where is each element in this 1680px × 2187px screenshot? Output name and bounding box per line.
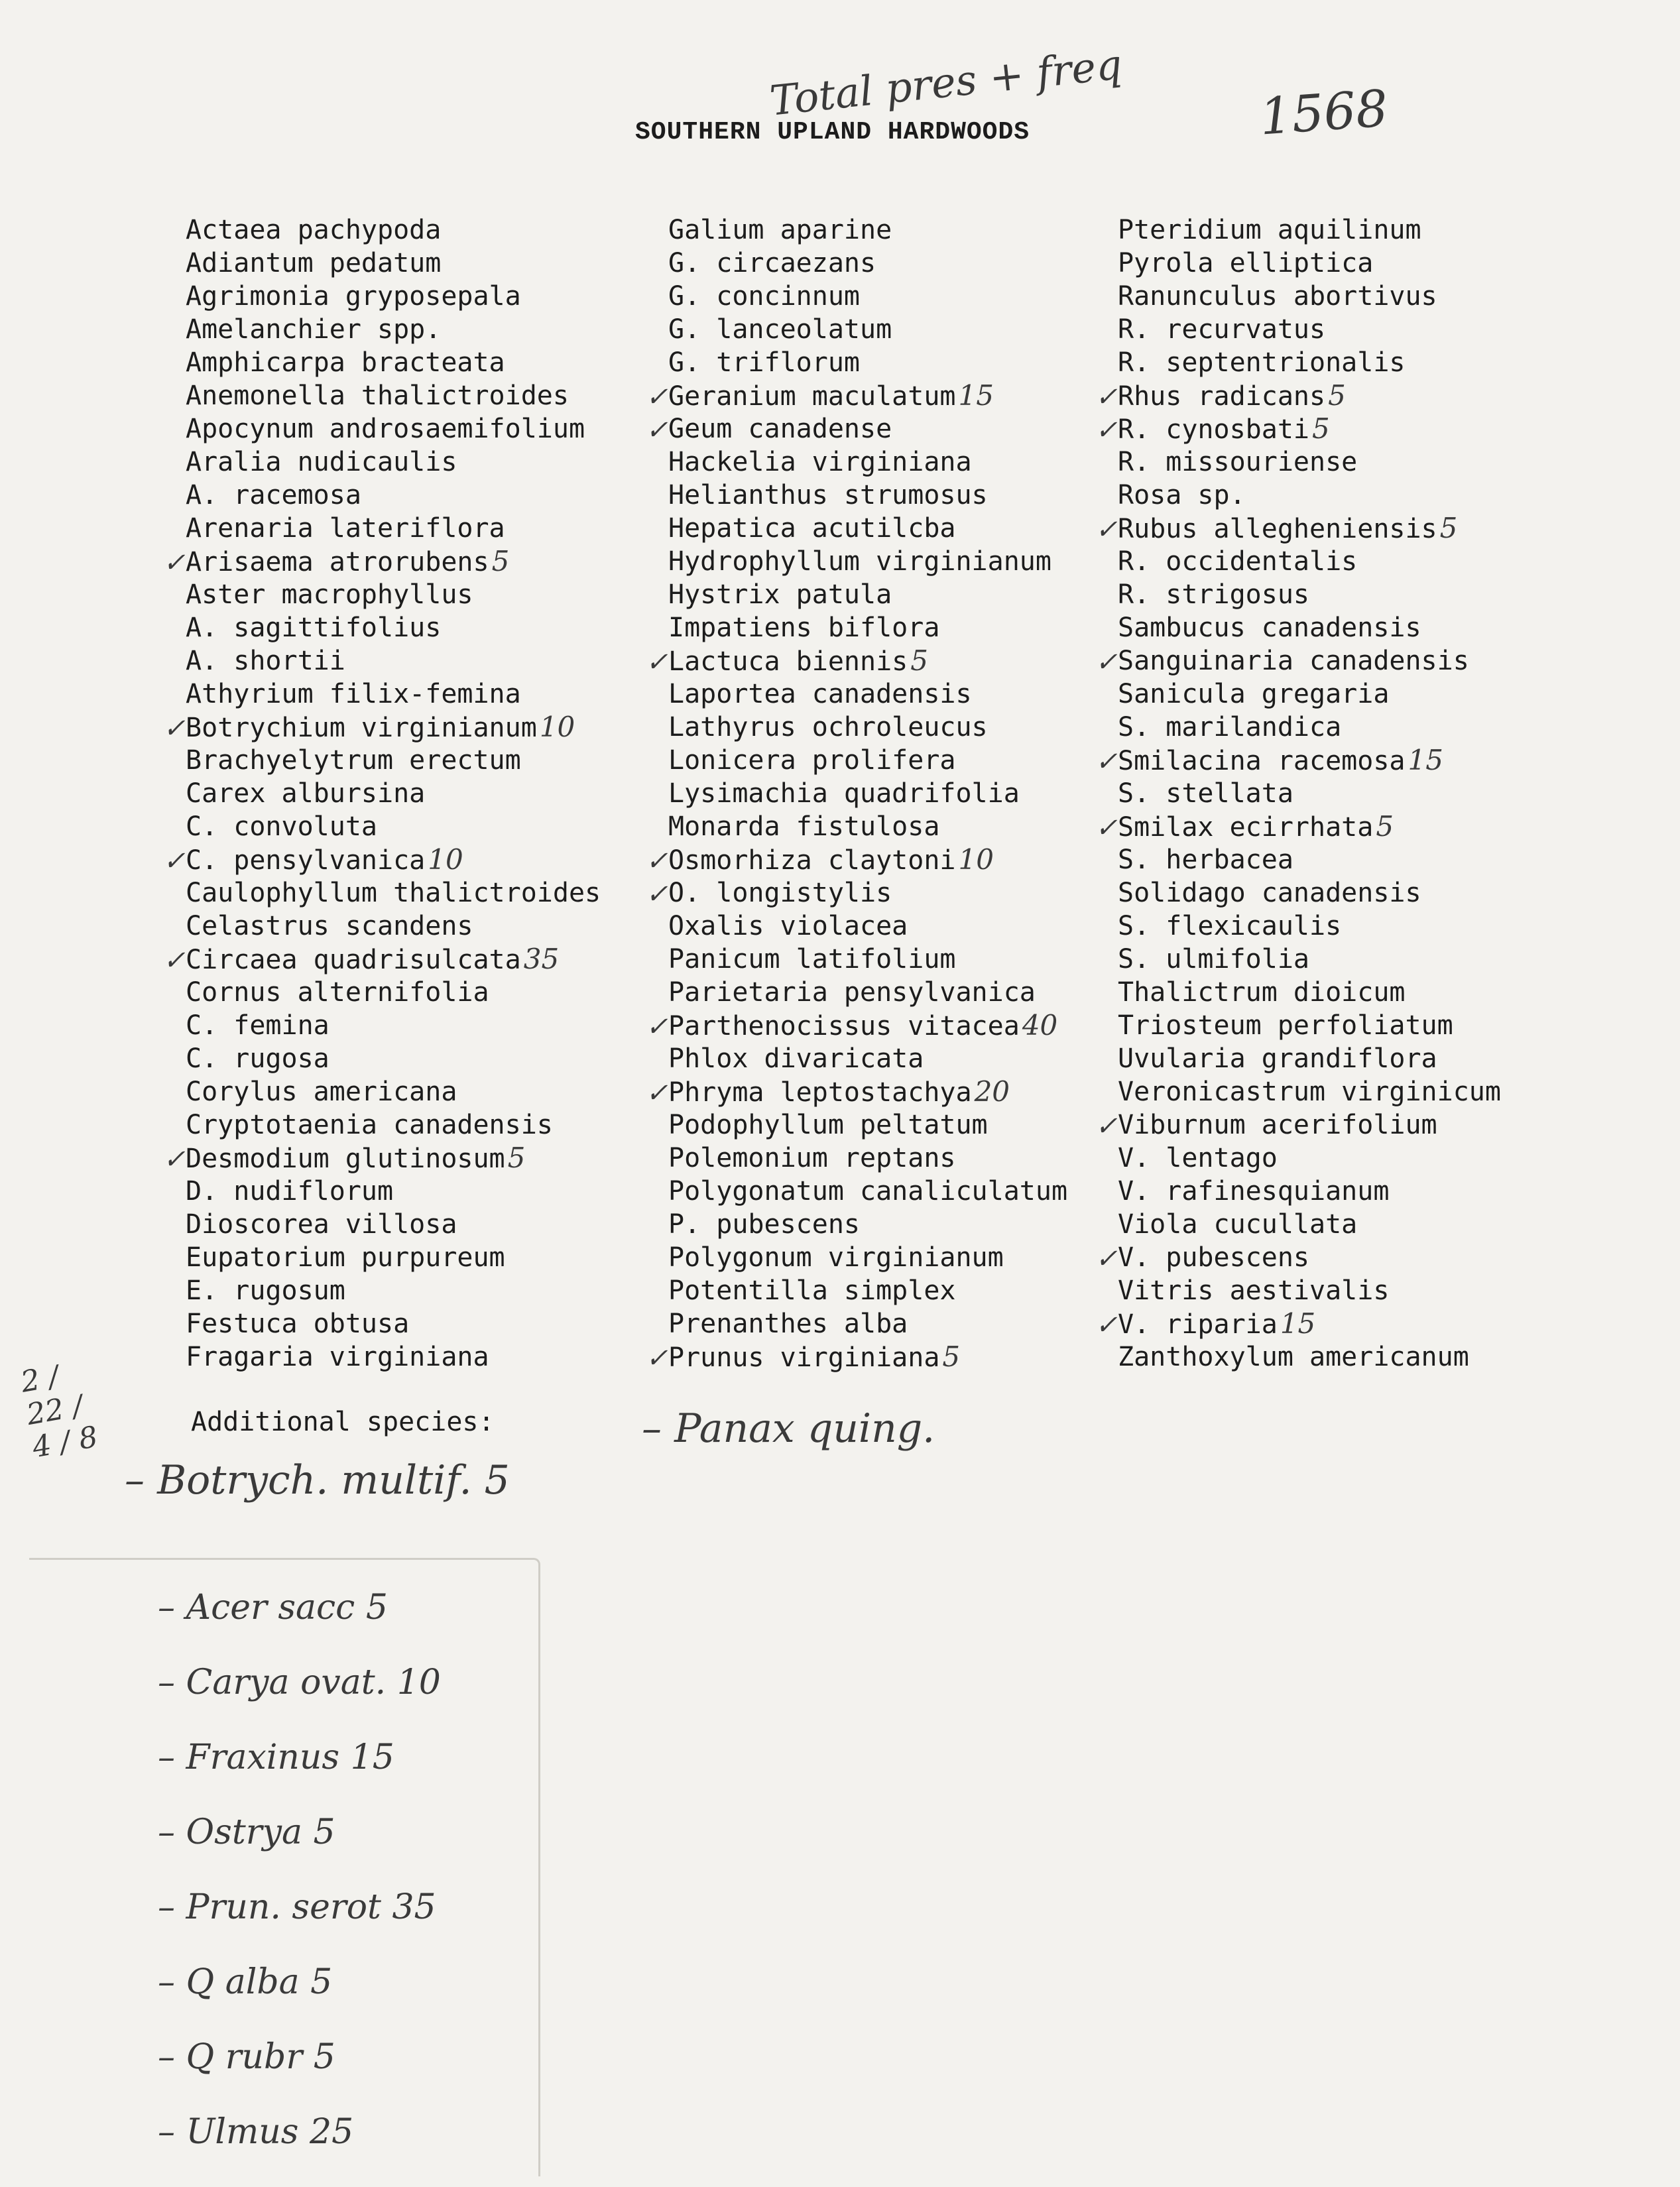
frequency-mark: 5: [1376, 810, 1394, 843]
species-name: Arenaria lateriflora: [186, 513, 505, 544]
check-mark-icon: ✓: [1095, 1310, 1118, 1340]
species-name: Brachyelytrum erectum: [186, 745, 521, 776]
frequency-mark: 35: [523, 943, 560, 975]
species-name: G. triflorum: [668, 347, 860, 378]
species-row: [668, 943, 1067, 976]
species-row: [1118, 313, 1501, 346]
species-row: [668, 1307, 1067, 1340]
species-row: [1118, 611, 1501, 644]
species-name: Anemonella thalictroides: [186, 381, 569, 411]
species-name: Amphicarpa bracteata: [186, 347, 505, 378]
species-row: [1118, 445, 1501, 479]
species-row: [646, 644, 1067, 678]
check-mark-icon: ✓: [163, 548, 186, 578]
check-mark-icon: ✓: [1095, 415, 1118, 445]
species-name: Rosa sp.: [1118, 480, 1246, 510]
species-name: Hydrophyllum virginianum: [668, 546, 1051, 577]
species-row: [668, 611, 1067, 644]
frequency-mark: 5: [910, 644, 928, 677]
species-name: Circaea quadrisulcata: [186, 945, 521, 975]
check-mark-icon: ✓: [163, 713, 186, 744]
species-row: [186, 280, 601, 313]
species-row: [186, 611, 601, 644]
species-row: [186, 578, 601, 611]
species-row: [1118, 876, 1501, 910]
species-name: Celastrus scandens: [186, 911, 473, 941]
species-name: C. convoluta: [186, 811, 377, 842]
species-name: Rubus allegheniensis: [1118, 514, 1437, 544]
check-mark-icon: ✓: [646, 382, 668, 412]
species-name: Hystrix patula: [668, 579, 892, 610]
species-name: C. femina: [186, 1010, 330, 1041]
species-row: [186, 1009, 601, 1042]
species-name: Prunus virginiana: [668, 1342, 940, 1373]
species-row: [668, 247, 1067, 280]
frequency-mark: 20: [974, 1075, 1010, 1108]
species-row: [1118, 1142, 1501, 1175]
species-name: O. longistylis: [668, 878, 892, 908]
frequency-mark: 15: [1408, 744, 1443, 776]
species-row: [186, 744, 601, 777]
species-name: Polygonum virginianum: [668, 1242, 1004, 1273]
species-name: Festuca obtusa: [186, 1309, 410, 1339]
species-name: P. pubescens: [668, 1209, 860, 1240]
species-row: [1095, 644, 1501, 678]
species-row: [1095, 744, 1501, 777]
species-row: [646, 843, 1067, 876]
frequency-mark: 5: [942, 1340, 961, 1373]
species-name: Phryma leptostachya: [668, 1077, 972, 1108]
species-name: Corylus americana: [186, 1077, 457, 1107]
check-mark-icon: ✓: [1095, 514, 1118, 545]
species-name: Osmorhiza claytoni: [668, 845, 956, 876]
species-row: [186, 1208, 601, 1241]
species-row: [668, 910, 1067, 943]
check-mark-icon: ✓: [1095, 746, 1118, 777]
species-row: [186, 1108, 601, 1142]
species-name: Ranunculus abortivus: [1118, 281, 1437, 312]
species-name: S. ulmifolia: [1118, 944, 1309, 975]
species-name: Geranium maculatum: [668, 381, 956, 412]
species-row: [1118, 1009, 1501, 1042]
species-name: Thalictrum dioicum: [1118, 977, 1406, 1008]
check-mark-icon: ✓: [1095, 647, 1118, 678]
check-mark-icon: ✓: [646, 1078, 668, 1108]
species-row: [668, 976, 1067, 1009]
tree-species-note: – Ostrya 5: [158, 1812, 335, 1852]
check-mark-icon: ✓: [646, 879, 668, 910]
species-row: [163, 545, 601, 578]
species-row: [668, 280, 1067, 313]
species-row: [1118, 479, 1501, 512]
species-row: [186, 678, 601, 711]
species-name: Cryptotaenia canadensis: [186, 1110, 553, 1140]
species-name: Cornus alternifolia: [186, 977, 489, 1008]
species-row: [668, 479, 1067, 512]
species-row: [1118, 1274, 1501, 1307]
species-name: Athyrium filix-femina: [186, 679, 521, 709]
species-row: [1118, 578, 1501, 611]
species-row: [1118, 711, 1501, 744]
species-name: R. recurvatus: [1118, 314, 1326, 345]
species-row: [186, 313, 601, 346]
species-name: Potentilla simplex: [668, 1275, 956, 1306]
species-name: Arisaema atrorubens: [186, 547, 489, 577]
species-row: [163, 1142, 601, 1175]
species-name: Viola cucullata: [1118, 1209, 1358, 1240]
check-mark-icon: ✓: [163, 1144, 186, 1175]
species-row: [186, 876, 601, 910]
species-row: [668, 1208, 1067, 1241]
species-row: [186, 1274, 601, 1307]
check-mark-icon: ✓: [646, 846, 668, 876]
species-name: V. pubescens: [1118, 1242, 1309, 1273]
species-row: [668, 1241, 1067, 1274]
species-name: S. stellata: [1118, 778, 1293, 809]
species-row: [646, 412, 1067, 445]
species-name: Parietaria pensylvanica: [668, 977, 1036, 1008]
species-name: Hepatica acutilcba: [668, 513, 956, 544]
frequency-mark: 15: [1280, 1307, 1316, 1340]
species-name: Sanicula gregaria: [1118, 679, 1390, 709]
species-name: Fragaria virginiana: [186, 1342, 489, 1372]
species-row: [186, 910, 601, 943]
species-name: R. occidentalis: [1118, 546, 1358, 577]
species-row: [163, 943, 601, 976]
check-mark-icon: ✓: [1095, 813, 1118, 843]
species-row: [668, 346, 1067, 379]
species-name: S. herbacea: [1118, 845, 1293, 875]
species-name: Adiantum pedatum: [186, 248, 442, 278]
frequency-mark: 5: [1439, 512, 1458, 544]
species-name: Desmodium glutinosum: [186, 1144, 505, 1174]
species-row: [186, 1175, 601, 1208]
species-name: V. riparia: [1118, 1309, 1278, 1340]
handwritten-botrych: – Botrych. multif. 5: [125, 1457, 510, 1504]
check-mark-icon: ✓: [1095, 1111, 1118, 1142]
species-row: [1095, 512, 1501, 545]
species-name: G. circaezans: [668, 248, 876, 278]
species-name: Pteridium aquilinum: [1118, 215, 1421, 245]
species-name: Impatiens biflora: [668, 613, 940, 643]
species-row: [1118, 976, 1501, 1009]
species-row: [1095, 1241, 1501, 1274]
species-row: [1118, 280, 1501, 313]
species-name: Pyrola elliptica: [1118, 248, 1374, 278]
species-row: [668, 445, 1067, 479]
species-name: Eupatorium purpureum: [186, 1242, 505, 1273]
species-name: Agrimonia gryposepala: [186, 281, 521, 312]
frequency-mark: 15: [958, 379, 994, 412]
species-name: Podophyllum peltatum: [668, 1110, 988, 1140]
handwritten-total-note: Total pres + freq: [767, 40, 1124, 125]
species-row: [646, 1340, 1067, 1374]
species-row: [668, 810, 1067, 843]
species-column-3: [1095, 213, 1501, 1374]
species-name: Hackelia virginiana: [668, 447, 972, 477]
species-name: Lactuca biennis: [668, 646, 908, 677]
species-row: [668, 744, 1067, 777]
check-mark-icon: ✓: [646, 647, 668, 678]
species-row: [163, 711, 601, 744]
species-row: [1095, 412, 1501, 445]
species-row: [186, 213, 601, 247]
species-name: Carex albursina: [186, 778, 426, 809]
frequency-mark: 40: [1022, 1009, 1058, 1041]
species-name: Polemonium reptans: [668, 1143, 956, 1173]
species-row: [646, 1075, 1067, 1108]
species-row: [1118, 1340, 1501, 1374]
check-mark-icon: ✓: [646, 415, 668, 445]
species-row: [186, 777, 601, 810]
species-row: [186, 1075, 601, 1108]
frequency-mark: 10: [958, 843, 994, 876]
handwritten-panax: – Panax quing.: [642, 1405, 935, 1452]
species-name: Zanthoxylum americanum: [1118, 1342, 1469, 1372]
tree-species-note: – Q alba 5: [158, 1962, 333, 2002]
species-row: [186, 479, 601, 512]
species-row: [1095, 810, 1501, 843]
species-column-2: [646, 213, 1068, 1374]
species-name: Rhus radicans: [1118, 381, 1326, 412]
species-row: [668, 777, 1067, 810]
species-name: Parthenocissus vitacea: [668, 1011, 1020, 1041]
species-row: [668, 512, 1067, 545]
species-row: [668, 678, 1067, 711]
species-row: [1118, 777, 1501, 810]
check-mark-icon: ✓: [163, 846, 186, 876]
species-name: Panicum latifolium: [668, 944, 956, 975]
species-row: [186, 1042, 601, 1075]
species-row: [186, 976, 601, 1009]
species-name: Prenanthes alba: [668, 1309, 908, 1339]
species-name: S. flexicaulis: [1118, 911, 1342, 941]
species-row: [668, 578, 1067, 611]
species-name: Sambucus canadensis: [1118, 613, 1421, 643]
species-name: V. lentago: [1118, 1143, 1278, 1173]
species-row: [1095, 1108, 1501, 1142]
species-row: [1118, 910, 1501, 943]
species-row: [186, 379, 601, 412]
species-row: [1118, 843, 1501, 876]
species-row: [668, 545, 1067, 578]
species-row: [186, 644, 601, 678]
tree-species-note: – Ulmus 25: [158, 2112, 354, 2152]
species-name: Oxalis violacea: [668, 911, 908, 941]
species-row: [668, 1274, 1067, 1307]
species-name: A. shortii: [186, 646, 345, 676]
species-row: [1095, 1307, 1501, 1340]
species-row: [1118, 213, 1501, 247]
species-row: [1118, 346, 1501, 379]
species-row: [1095, 379, 1501, 412]
species-row: [1118, 943, 1501, 976]
species-name: Lathyrus ochroleucus: [668, 712, 988, 742]
species-name: Phlox divaricata: [668, 1043, 924, 1074]
species-name: Apocynum androsaemifolium: [186, 414, 585, 444]
check-mark-icon: ✓: [646, 1012, 668, 1042]
species-row: [186, 247, 601, 280]
species-row: [163, 843, 601, 876]
species-row: [186, 1340, 601, 1374]
species-name: Veronicastrum virginicum: [1118, 1077, 1501, 1107]
additional-trees-list: [158, 1588, 441, 2187]
species-name: Aster macrophyllus: [186, 579, 473, 610]
species-name: Actaea pachypoda: [186, 215, 442, 245]
species-name: Monarda fistulosa: [668, 811, 940, 842]
species-name: Solidago canadensis: [1118, 878, 1421, 908]
species-name: A. sagittifolius: [186, 613, 442, 643]
species-name: G. lanceolatum: [668, 314, 892, 345]
frequency-mark: 5: [1311, 412, 1330, 445]
species-row: [186, 512, 601, 545]
species-name: Amelanchier spp.: [186, 314, 442, 345]
handwritten-number: 1568: [1258, 78, 1390, 147]
species-row: [668, 1108, 1067, 1142]
species-name: Smilax ecirrhata: [1118, 812, 1374, 843]
frequency-mark: 5: [507, 1142, 526, 1174]
species-row: [1118, 1075, 1501, 1108]
tree-species-note: – Acer sacc 5: [158, 1588, 388, 1627]
check-mark-icon: ✓: [646, 1343, 668, 1374]
species-name: Laportea canadensis: [668, 679, 972, 709]
species-name: Lysimachia quadrifolia: [668, 778, 1020, 809]
species-name: Uvularia grandiflora: [1118, 1043, 1437, 1074]
species-row: [1118, 545, 1501, 578]
species-row: [186, 445, 601, 479]
species-name: Geum canadense: [668, 414, 892, 444]
tree-species-note: – Q rubr 5: [158, 2037, 335, 2077]
species-name: Viburnum acerifolium: [1118, 1110, 1437, 1140]
species-row: [668, 1175, 1067, 1208]
frequency-mark: 10: [428, 843, 463, 876]
frequency-mark: 5: [1328, 379, 1346, 412]
species-row: [1118, 678, 1501, 711]
species-row: [646, 1009, 1067, 1042]
species-column-1: [163, 213, 601, 1374]
species-name: R. missouriense: [1118, 447, 1358, 477]
tree-species-note: – Prun. serot 35: [158, 1887, 436, 1927]
species-row: [1118, 247, 1501, 280]
species-row: [646, 876, 1067, 910]
species-name: Galium aparine: [668, 215, 892, 245]
species-row: [668, 213, 1067, 247]
species-row: [186, 346, 601, 379]
margin-note: 2 / 22 / 4 / 8: [18, 1359, 101, 1465]
species-name: C. pensylvanica: [186, 845, 426, 876]
species-name: Polygonatum canaliculatum: [668, 1176, 1068, 1207]
species-row: [186, 1307, 601, 1340]
species-name: Lonicera prolifera: [668, 745, 956, 776]
species-name: Sanguinaria canadensis: [1118, 646, 1469, 676]
species-row: [1118, 1042, 1501, 1075]
species-name: Dioscorea villosa: [186, 1209, 457, 1240]
species-name: V. rafinesquianum: [1118, 1176, 1390, 1207]
species-row: [668, 313, 1067, 346]
species-row: [668, 1042, 1067, 1075]
frequency-mark: 10: [539, 711, 575, 743]
tree-species-note: – Carya ovat. 10: [158, 1663, 441, 1702]
species-name: C. rugosa: [186, 1043, 330, 1074]
species-row: [668, 711, 1067, 744]
frequency-mark: 5: [491, 545, 510, 577]
species-name: Botrychium virginianum: [186, 713, 537, 743]
species-name: Smilacina racemosa: [1118, 746, 1406, 776]
species-row: [186, 412, 601, 445]
check-mark-icon: ✓: [1095, 382, 1118, 412]
species-row: [1118, 1208, 1501, 1241]
species-row: [186, 810, 601, 843]
species-name: R. cynosbati: [1118, 414, 1309, 445]
species-name: Vitris aestivalis: [1118, 1275, 1390, 1306]
species-row: [668, 1142, 1067, 1175]
species-name: D. nudiflorum: [186, 1176, 394, 1207]
species-name: G. concinnum: [668, 281, 860, 312]
species-name: Caulophyllum thalictroides: [186, 878, 601, 908]
species-name: S. marilandica: [1118, 712, 1342, 742]
check-mark-icon: ✓: [163, 945, 186, 976]
species-name: Helianthus strumosus: [668, 480, 988, 510]
species-name: A. racemosa: [186, 480, 361, 510]
check-mark-icon: ✓: [1095, 1244, 1118, 1274]
page-title: SOUTHERN UPLAND HARDWOODS: [635, 118, 1030, 147]
additional-species-label: Additional species:: [191, 1407, 495, 1437]
species-name: Triosteum perfoliatum: [1118, 1010, 1453, 1041]
species-name: Aralia nudicaulis: [186, 447, 457, 477]
species-row: [1118, 1175, 1501, 1208]
species-row: [646, 379, 1067, 412]
species-name: R. strigosus: [1118, 579, 1309, 610]
species-name: E. rugosum: [186, 1275, 345, 1306]
species-name: R. septentrionalis: [1118, 347, 1406, 378]
tree-species-note: – Fraxinus 15: [158, 1738, 394, 1777]
species-row: [186, 1241, 601, 1274]
